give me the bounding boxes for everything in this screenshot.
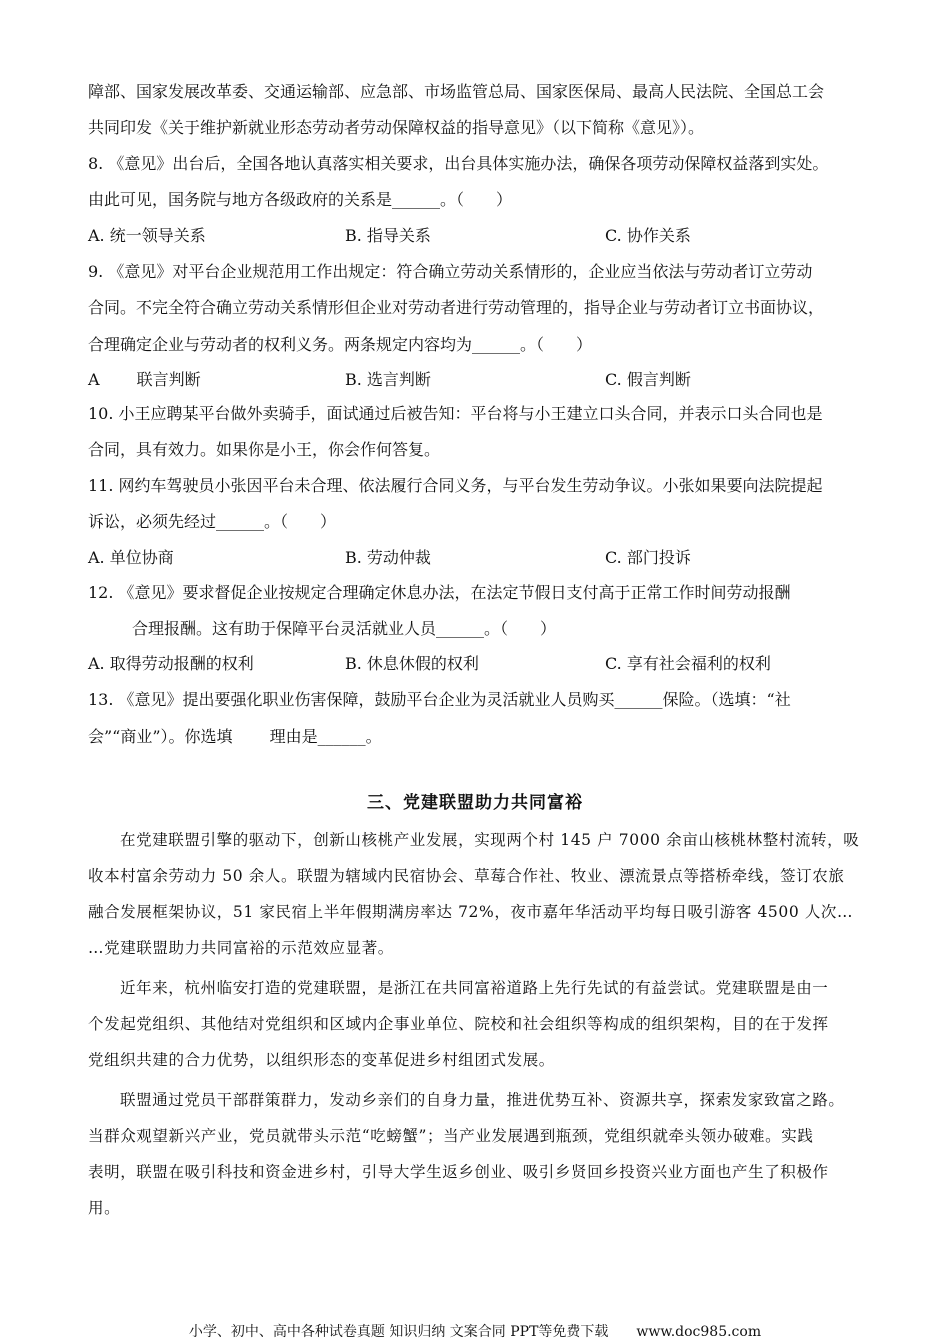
p3-line-3: 表明，联盟在吸引科技和资金进乡村，引导大学生返乡创业、吸引乡贤回乡投资兴业方面也产生了积极作 xyxy=(88,1163,829,1181)
q13-stem-line-2: 会”“商业”）。你选填 理由是______。 xyxy=(88,727,382,746)
section-3-title: 三、党建联盟助力共同富裕 xyxy=(367,793,583,813)
q8-stem-line-2: 由此可见，国务院与地方各级政府的关系是______。（ ） xyxy=(88,190,513,209)
q11-option-b: B. 劳动仲裁 xyxy=(345,548,431,567)
p3-line-2: 当群众观望新兴产业，党员就带头示范“吃螃蟹”；当产业发展遇到瓶颈，党组织就牵头领办破难。实践 xyxy=(88,1127,814,1145)
p3-line-4: 用。 xyxy=(88,1199,121,1217)
q9-stem-line-3: 合理确定企业与劳动者的权利义务。两条规定内容均为______。（ ） xyxy=(88,335,593,354)
q10-stem-line-2: 合同，具有效力。如果你是小王，你会作何答复。 xyxy=(88,440,441,459)
p1-line-2: 收本村富余劳动力 50 余人。联盟为辖域内民宿协会、草莓合作社、牧业、漂流景点等搭桥牵线，签订农旅 xyxy=(88,867,845,885)
p1-line-1: 在党建联盟引擎的驱动下，创新山核桃产业发展，实现两个村 145 户 7000 余亩山核桃林整村流转，吸 xyxy=(120,831,860,849)
q12-option-a: A. 取得劳动报酬的权利 xyxy=(88,654,254,673)
q11-stem-line-1: 11. 网约车驾驶员小张因平台未合理、依法履行合同义务，与平台发生劳动争议。小张如果要向法院提起 xyxy=(88,476,823,495)
q9-option-b: B. 选言判断 xyxy=(345,370,431,389)
q9-option-a: A 联言判断 xyxy=(88,370,201,389)
intro-line-2: 共同印发《关于维护新就业形态劳动者劳动保障权益的指导意见》（以下简称《意见》）。 xyxy=(88,118,705,137)
q13-stem-line-1: 13. 《意见》提出要强化职业伤害保障，鼓励平台企业为灵活就业人员购买______保险。（选填：“社 xyxy=(88,690,791,709)
q12-stem-line-1: 12. 《意见》要求督促企业按规定合理确定休息办法，在法定节假日支付高于正常工作时间劳动报酬 xyxy=(88,583,791,602)
p1-line-3: 融合发展框架协议，51 家民宿上半年假期满房率达 72%，夜市嘉年华活动平均每日吸引游客 4500 人次… xyxy=(88,903,854,921)
q9-option-c: C. 假言判断 xyxy=(605,370,691,389)
p2-line-1: 近年来，杭州临安打造的党建联盟，是浙江在共同富裕道路上先行先试的有益尝试。党建联盟是由一 xyxy=(120,979,829,997)
p2-line-3: 党组织共建的合力优势，以组织形态的变革促进乡村组团式发展。 xyxy=(88,1051,555,1069)
intro-line-1: 障部、国家发展改革委、交通运输部、应急部、市场监管总局、国家医保局、最高人民法院、全国总工会 xyxy=(88,82,825,101)
q12-option-b: B. 休息休假的权利 xyxy=(345,654,479,673)
q11-option-a: A. 单位协商 xyxy=(88,548,174,567)
q11-stem-line-2: 诉讼，必须先经过______。（ ） xyxy=(88,512,337,531)
q8-stem-line-1: 8. 《意见》出台后，全国各地认真落实相关要求，出台具体实施办法，确保各项劳动保障权益落到实处。 xyxy=(88,154,829,173)
q9-stem-line-1: 9. 《意见》对平台企业规范用工作出规定：符合确立劳动关系情形的，企业应当依法与劳动者订立劳动 xyxy=(88,262,813,281)
q11-option-c: C. 部门投诉 xyxy=(605,548,691,567)
q8-option-a: A. 统一领导关系 xyxy=(88,226,206,245)
p1-line-4: …党建联盟助力共同富裕的示范效应显著。 xyxy=(88,939,394,957)
q12-stem-line-2: 合理报酬。这有助于保障平台灵活就业人员______。（ ） xyxy=(132,619,557,638)
q8-option-c: C. 协作关系 xyxy=(605,226,691,245)
q8-option-b: B. 指导关系 xyxy=(345,226,431,245)
p3-line-1: 联盟通过党员干部群策群力，发动乡亲们的自身力量，推进优势互补、资源共享，探索发家致富之路。 xyxy=(120,1091,845,1109)
page-footer: 小学、初中、高中各种试卷真题 知识归纳 文案合同 PPT等免费下载 www.doc985.com xyxy=(188,1324,762,1340)
q12-option-c: C. 享有社会福利的权利 xyxy=(605,654,771,673)
q9-stem-line-2: 合同。不完全符合确立劳动关系情形但企业对劳动者进行劳动管理的，指导企业与劳动者订立书面协议， xyxy=(88,298,825,317)
q10-stem-line-1: 10. 小王应聘某平台做外卖骑手，面试通过后被告知：平台将与小王建立口头合同，并表示口头合同也是 xyxy=(88,404,823,423)
p2-line-2: 个发起党组织、其他结对党组织和区域内企事业单位、院校和社会组织等构成的组织架构，目的在于发挥 xyxy=(88,1015,829,1033)
